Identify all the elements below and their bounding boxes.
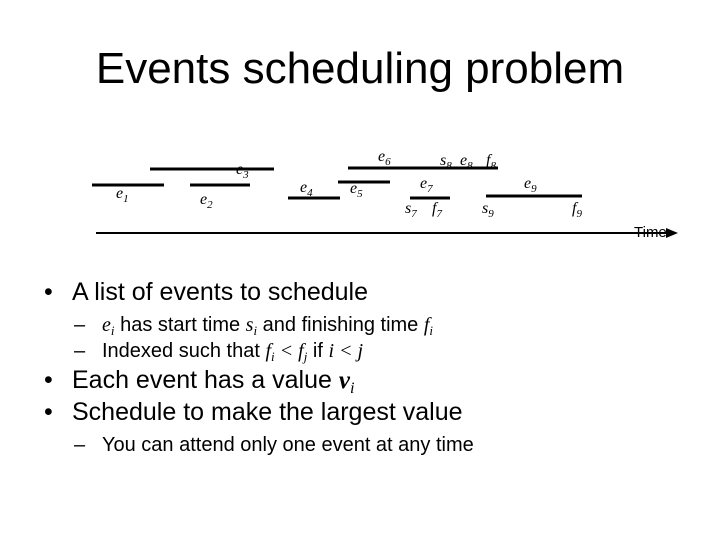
event-label-e8: $e_8$ [460, 152, 473, 172]
dash-marker: – [74, 314, 86, 336]
marker-label-f8: $f_8$ [486, 152, 496, 172]
sub-bullet-text: You can attend only one event at any time [102, 434, 474, 456]
bullet-marker: • [44, 278, 53, 306]
event-label-e6: $e_6$ [378, 148, 391, 168]
marker-label-s7: $s_7$ [405, 200, 417, 220]
slide-title: Events scheduling problem [95, 44, 625, 93]
sub-bullet-one-event [74, 434, 474, 457]
event-label-e7: $e_7$ [420, 175, 433, 195]
time-axis-label: Time [634, 224, 667, 241]
marker-label-s9: $s_9$ [482, 200, 494, 220]
bullet-text: A list of events to schedule [72, 278, 369, 306]
marker-label-s8: $s_8$ [440, 152, 452, 172]
sub-bullet-start-finish: – $e_i$ has start time $s_i$ and finishing time $f_i$ [74, 314, 434, 338]
event-label-e5: $e_5$ [350, 180, 363, 200]
marker-label-f9: $f_9$ [572, 200, 582, 220]
time-axis-arrowhead [666, 228, 678, 238]
marker-label-f7: $f_7$ [432, 200, 442, 220]
bullet-event-value: • Each event has a value $v_i$ [44, 366, 355, 397]
bullet-marker: • [44, 366, 53, 394]
bullet-list-of-events [44, 278, 368, 307]
sub-bullet-indexed: – Indexed such that $f_i < f_j$ if i < j [74, 340, 364, 364]
bullet-text: Schedule to make the largest value [72, 398, 463, 426]
bullet-marker: • [44, 398, 53, 426]
event-label-e1: $e_1$ [116, 185, 129, 205]
dash-marker: – [74, 340, 86, 362]
event-label-e2: $e_2$ [200, 191, 213, 211]
event-label-e3: $e_3$ [236, 161, 249, 181]
event-label-e4: $e_4$ [300, 179, 313, 199]
event-label-e9: $e_9$ [524, 175, 537, 195]
dash-marker: – [74, 434, 86, 456]
bullet-largest-value [44, 398, 463, 427]
